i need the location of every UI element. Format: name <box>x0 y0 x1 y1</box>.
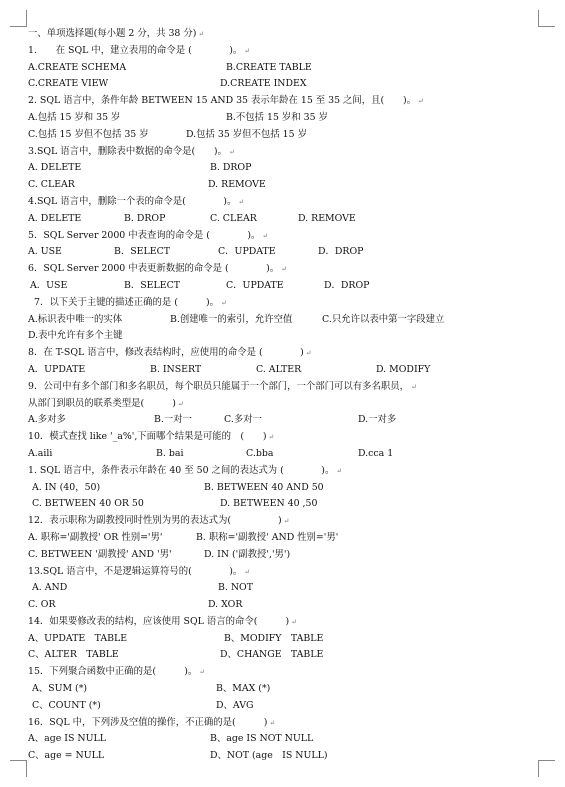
option-text: D. REMOVE <box>208 179 266 191</box>
option-text: C．UPDATE <box>218 246 276 258</box>
option-row <box>28 412 538 429</box>
option-text: D．DROP <box>324 279 370 291</box>
option-text: D.CREATE INDEX <box>220 78 307 90</box>
option-text: C、ALTER TABLE <box>28 649 119 661</box>
question-stem-text: 2. SQL 语言中，条件年龄 BETWEEN 15 AND 35 表示年龄在 15 至 35 之间，且( )。 <box>28 95 416 107</box>
option-text: C．UPDATE <box>226 279 284 291</box>
option-text: D.表中允许有多个主键 <box>28 330 123 342</box>
option-row <box>28 160 538 177</box>
question-stem: 6．SQL Server 2000 中表更新数据的命令是 ( )。 ↵ <box>28 263 288 275</box>
question-stem-text: 4.SQL 语言中，删除一个表的命令是( )。 <box>28 195 237 207</box>
option-text: D. REMOVE <box>298 212 356 224</box>
question-stem: 7．以下关于主键的描述正确的是 ( )。 ↵ <box>28 295 538 312</box>
option-text: B. BETWEEN 40 AND 50 <box>204 481 324 493</box>
question-stem-text: 8．在 T-SQL 语言中，修改表结构时，应使用的命令是 ( ) <box>28 347 304 359</box>
option-text: D. BETWEEN 40 ,50 <box>220 498 318 510</box>
option-row <box>28 127 538 144</box>
option-text: C.多对一 <box>224 414 262 426</box>
option-text: D.cca 1 <box>358 447 394 459</box>
question-stem-text: 1. 在 SQL 中，建立表用的命令是 ( )。 <box>28 44 243 56</box>
question-stem-text: 7．以下关于主键的描述正确的是 ( )。 <box>34 296 220 308</box>
question-stem: 8．在 T-SQL 语言中，修改表结构时，应使用的命令是 ( ) ↵ <box>28 347 312 359</box>
option-text: C.包括 15 岁但不包括 35 岁 <box>28 128 149 140</box>
option-text: C.只允许以表中第一字段建立 <box>322 313 445 325</box>
option-row <box>28 76 538 93</box>
option-text: D．DROP <box>318 246 364 258</box>
option-text: C. CLEAR <box>210 212 257 224</box>
document-body <box>28 26 538 765</box>
section-title: 一、单项选择题(每小题 2 分，共 38 分) ↵ <box>28 28 205 39</box>
option-text: B．SELECT <box>114 246 171 258</box>
option-row <box>28 748 538 765</box>
option-text: C.bba <box>246 447 274 459</box>
option-text: B、MODIFY TABLE <box>224 632 324 644</box>
option-row <box>28 530 538 547</box>
question-stem: 1. SQL 语言中，条件表示年龄在 40 至 50 之间的表达式为 ( )。 ↵ <box>28 464 343 476</box>
question-stem-text: 10．模式查找 like '_a%',下面哪个结果是可能的 ( ) <box>28 431 267 443</box>
option-text: B.CREATE TABLE <box>226 61 312 73</box>
option-row <box>28 60 538 77</box>
question-stem-text: 16．SQL 中，下列涉及空值的操作，不正确的是( ) <box>28 716 268 728</box>
option-text: D.一对多 <box>358 414 397 426</box>
option-text: B.创建唯一的索引，允许空值 <box>170 313 293 325</box>
question-stem-text: 3.SQL 语言中，删除表中数据的命令是( )。 <box>28 145 227 157</box>
question-stem: 15．下列聚合函数中正确的是( )。 ↵ <box>28 666 206 678</box>
option-text: A、UPDATE TABLE <box>28 632 128 644</box>
option-row <box>28 278 538 295</box>
option-row <box>28 362 538 379</box>
option-row <box>28 480 538 497</box>
option-text: D. MODIFY <box>376 363 431 375</box>
option-text: A. DELETE <box>28 212 82 224</box>
question-stem: 16．SQL 中，下列涉及空值的操作，不正确的是( ) ↵ <box>28 716 276 728</box>
option-text: B. 职称='副教授' AND 性别='男' <box>196 531 339 543</box>
option-text: A. DELETE <box>28 162 82 174</box>
question-stem-text: 1. SQL 语言中，条件表示年龄在 40 至 50 之间的表达式为 ( )。 <box>28 464 335 476</box>
option-text: B.不包括 15 岁和 35 岁 <box>226 111 328 123</box>
option-row <box>28 547 538 564</box>
option-text: A.aili <box>28 447 53 459</box>
option-text: D. XOR <box>208 599 243 611</box>
option-text: A、age IS NULL <box>28 733 106 745</box>
question-stem: 14．如果要修改表的结构，应该使用 SQL 语言的命令( ) ↵ <box>28 615 298 627</box>
option-text: C. OR <box>28 599 56 611</box>
crop-mark-top-left <box>10 10 27 27</box>
question-stem: 3.SQL 语言中，删除表中数据的命令是( )。 ↵ <box>28 145 235 157</box>
option-row <box>28 631 538 648</box>
question-stem: 1. 在 SQL 中，建立表用的命令是 ( )。 ↵ <box>28 44 251 56</box>
question-stem-text: 6．SQL Server 2000 中表更新数据的命令是 ( )。 <box>28 263 280 275</box>
option-text: B、MAX (*) <box>216 683 271 695</box>
option-row <box>28 647 538 664</box>
question-stem: 4.SQL 语言中，删除一个表的命令是( )。 ↵ <box>28 195 245 207</box>
option-text: D.包括 35 岁但不包括 15 岁 <box>186 128 307 140</box>
option-text: B、age IS NOT NULL <box>210 733 314 745</box>
option-row <box>28 244 538 261</box>
option-row <box>28 597 538 614</box>
option-text: A. USE <box>28 246 62 258</box>
option-row <box>28 681 538 698</box>
crop-mark-bottom-right <box>538 760 555 777</box>
option-text: C. BETWEEN '副教授' AND '男' <box>28 548 172 560</box>
option-row <box>28 580 538 597</box>
crop-mark-bottom-left <box>10 760 27 777</box>
option-row <box>28 496 538 513</box>
option-text: A. AND <box>32 582 68 594</box>
option-text: A．USE <box>30 279 68 291</box>
option-row <box>28 110 538 127</box>
option-text: A.标识表中唯一的实体 <box>28 313 123 325</box>
option-row <box>28 312 538 329</box>
question-stem-text: 从部门到职员的联系类型是( ) <box>28 397 176 409</box>
option-row <box>28 446 538 463</box>
option-text: C.CREATE VIEW <box>28 78 109 90</box>
option-row <box>28 177 538 194</box>
question-stem-text: 13.SQL 语言中，不是逻辑运算符号的( )。 <box>28 565 243 577</box>
option-text: A. 职称='副教授' OR 性别='男' <box>28 531 163 543</box>
question-stem: 9．公司中有多个部门和多名职员，每个职员只能属于一个部门，一个部门可以有多名职员， ↵ <box>28 380 417 392</box>
option-text: D、CHANGE TABLE <box>220 649 324 661</box>
question-stem: 13.SQL 语言中，不是逻辑运算符号的( )。 ↵ <box>28 565 251 577</box>
option-text: A．UPDATE <box>28 363 86 375</box>
section-title-text: 一、单项选择题(每小题 2 分，共 38 分) <box>28 28 197 39</box>
crop-mark-top-right <box>538 10 555 27</box>
option-text: C. CLEAR <box>28 179 75 191</box>
option-text: C. ALTER <box>256 363 302 375</box>
option-text: D. IN ('副教授','男') <box>204 548 291 560</box>
question-stem-text: 9．公司中有多个部门和多名职员，每个职员只能属于一个部门，一个部门可以有多名职员， <box>28 380 409 392</box>
option-text: C、age = NULL <box>28 750 105 762</box>
option-row <box>28 328 538 345</box>
option-text: B. INSERT <box>150 363 202 375</box>
option-text: A.多对多 <box>28 414 66 426</box>
option-text: A、SUM (*) <box>32 683 88 695</box>
question-stem: 5．SQL Server 2000 中表查询的命令是 ( )。 ↵ <box>28 229 269 241</box>
option-text: B. NOT <box>218 582 253 594</box>
question-stem: 12．表示职称为副教授同时性别为男的表达式为( ) ↵ <box>28 515 290 527</box>
question-stem: 10．模式查找 like '_a%',下面哪个结果是可能的 ( ) ↵ <box>28 431 275 443</box>
question-stem-text: 5．SQL Server 2000 中表查询的命令是 ( )。 <box>28 229 261 241</box>
option-text: C. BETWEEN 40 OR 50 <box>32 498 144 510</box>
option-row <box>28 731 538 748</box>
question-stem-text: 14．如果要修改表的结构，应该使用 SQL 语言的命令( ) <box>28 615 290 627</box>
option-text: A.包括 15 岁和 35 岁 <box>28 111 121 123</box>
option-text: B. DROP <box>124 212 166 224</box>
option-text: A.CREATE SCHEMA <box>28 61 127 73</box>
question-stem-text: 15．下列聚合函数中正确的是( )。 <box>28 666 198 678</box>
question-stem: 2. SQL 语言中，条件年龄 BETWEEN 15 AND 35 表示年龄在 15 至 35 之间，且( )。 ↵ <box>28 95 424 107</box>
option-text: C、COUNT (*) <box>32 699 101 711</box>
question-stem-continued: 从部门到职员的联系类型是( ) ↵ <box>28 397 184 409</box>
question-stem-text: 12．表示职称为副教授同时性别为男的表达式为( ) <box>28 515 282 527</box>
option-text: B.一对一 <box>154 414 192 426</box>
option-text: B．SELECT <box>124 279 181 291</box>
option-row <box>28 698 538 715</box>
option-text: D、NOT (age IS NULL) <box>210 750 328 762</box>
option-text: D、AVG <box>216 699 254 711</box>
option-text: A. IN (40，50) <box>32 481 101 493</box>
option-text: B. bai <box>156 447 184 459</box>
option-text: B. DROP <box>210 162 252 174</box>
option-row <box>28 211 538 228</box>
